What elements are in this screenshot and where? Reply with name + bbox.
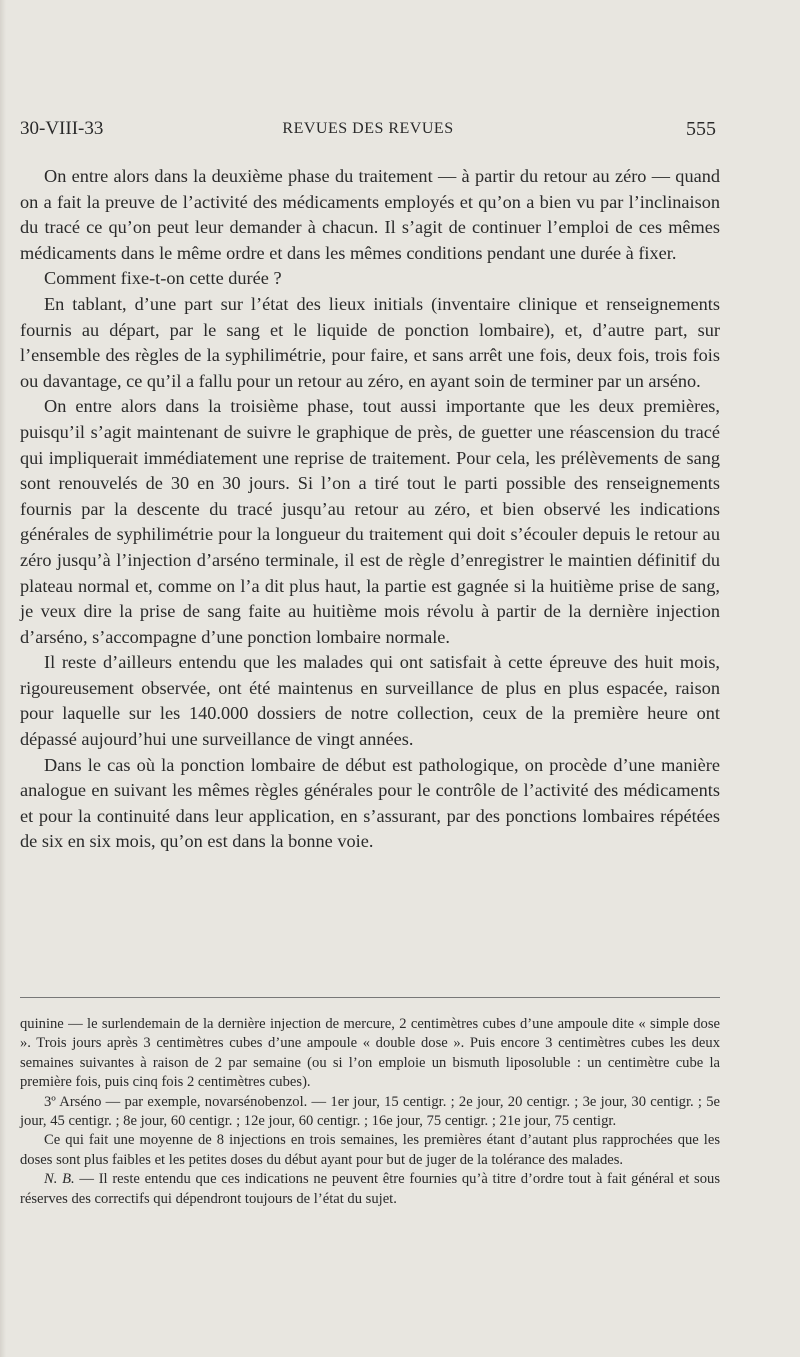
paragraph: Dans le cas où la ponction lombaire de début est pathologique, on procède d’une manière analogue en suivant les mêmes règles générales pour le contrôle de l’activité des médicaments et pour la continuité dans leur application, en s’assurant, par des ponctions lombaires répétées de six en six mois, qu’on est dans la bonne voie. [20, 754, 720, 852]
paragraph: Il reste d’ailleurs entendu que les malades qui ont satisfait à cette épreuve des huit mois, rigoureusement observée, ont été maintenus en surveillance de plus en plus espacée, raison pour laquelle sur les 140.000 dossiers de notre collection, ceux de la première heure ont dépassé aujourd’hui une surveillance de vingt années. [20, 652, 720, 750]
footnote-arseno: 3º Arséno — par exemple, novarsénobenzol. — 1er jour, 15 centigr. ; 2e jour, 20 centigr. ; 3e jour, 30 centigr. ; 5e jour, 45 centigr. ; 8e jour, 60 centigr. ; 12e jour, 60 centigr. ; 16e jour, 75 centigr. ; 21e jour, 75 centigr. [20, 1093, 720, 1130]
footnote-nb-label: N. B. [44, 1171, 75, 1188]
paragraph: On entre alors dans la troisième phase, tout aussi importante que les deux premières, puisqu’il s’agit maintenant de suivre le graphique de près, de guetter une réascension du tracé qui impliquerait immédiatement une reprise de traitement. Pour cela, les prélèvements de sang sont renouvelés de 30 en 30 jours. Si l’on a tiré tout le parti possible des renseignements fournis par la descente du tracé jusqu’au retour au zéro, et bien observé les indications générales de syphilimétrie pour la longueur du traitement qui doit s’écouler depuis le retour au zéro jusqu’à l’injection d’arséno terminale, il est de règle d’enregistrer le maintien définitif du plateau normal et, comme on l’a dit plus haut, la partie est gagnée si la huitième prise de sang, je veux dire la prise de sang faite au huitième mois révolu à partir de la dernière injection d’arséno, s’accompagne d’une ponction lombaire normale. [20, 396, 720, 647]
footnotes [20, 1015, 720, 1209]
page-binding-shadow [0, 0, 6, 1357]
body-text [20, 164, 720, 855]
header-date: 30-VIII-33 [20, 118, 104, 139]
footnote-nb-text: — Il reste entendu que ces indications ne peuvent être fournies qu’à titre d’ordre tout à fait général et sous réserves des correctifs qui dépendront toujours de l’état du sujet. [20, 1171, 721, 1207]
footnote-moyenne: Ce qui fait une moyenne de 8 injections en trois semaines, les premières étant d’autant plus rapprochées que les doses sont plus faibles et les petites doses du début ayant pour but de juger de la tolérance des malades. [20, 1132, 720, 1168]
paragraph: On entre alors dans la deuxième phase du traitement — à partir du retour au zéro — quand on a fait la preuve de l’activité des médicaments employés et qu’on a bien vu par l’inclinaison du tracé ce qu’on peut leur demander à chacun. Il s’agit de continuer l’emploi de ces mêmes médicaments dans le même ordre et dans les mêmes conditions pendant une durée à fixer. [20, 166, 720, 263]
header-running-title: REVUES DES REVUES [282, 120, 454, 137]
footnote-divider [20, 997, 720, 998]
paragraph: En tablant, d’une part sur l’état des lieux initials (inventaire clinique et renseignements fournis au départ, par le sang et le liquide de ponction lombaire), et, d’autre part, sur l’ensemble des règles de la syphilimétrie, pour faire, et sans arrêt une fois, deux fois, trois fois ou davantage, ce qu’il a fallu pour un retour au zéro, en ayant soin de terminer par un arséno. [20, 293, 720, 391]
footnote-continuation: quinine — le surlendemain de la dernière injection de mercure, 2 centimètres cubes d’une ampoule dite « simple dose ». Trois jours après 3 centimètres cubes d’une ampoule « double dose ». Puis encore 3 centimètres cubes les deux semaines suivantes à raison de 2 par semaine (ou si l’on emploie un bismuth liposoluble : un centimètre cube la première fois, puis cinq fois 2 centimètres cubes). [20, 1016, 720, 1091]
footnote-nb [20, 1170, 720, 1209]
running-header [20, 118, 716, 142]
paragraph: Comment fixe-t-on cette durée ? [44, 268, 282, 289]
header-page-number: 555 [686, 118, 716, 140]
